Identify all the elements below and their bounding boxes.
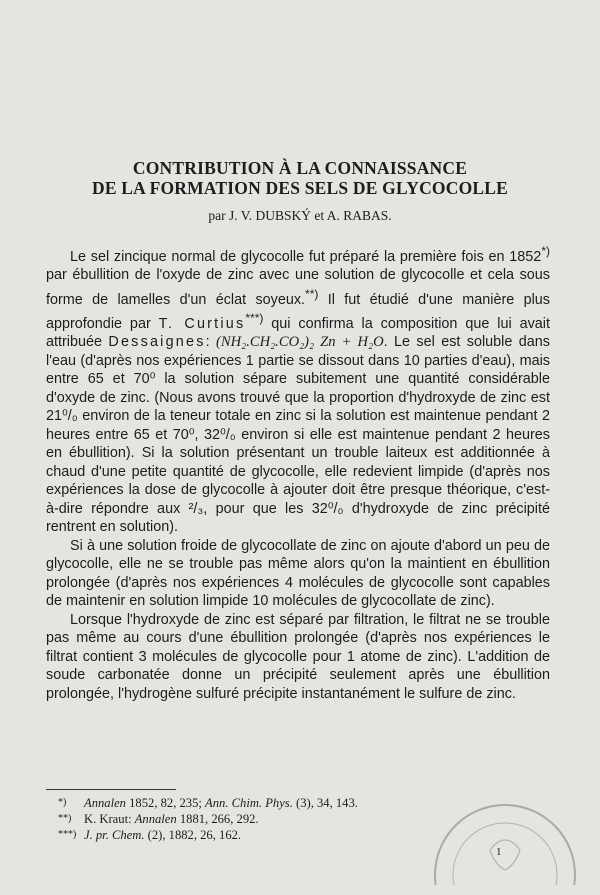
title-line-1: CONTRIBUTION À LA CONNAISSANCE xyxy=(132,158,468,178)
footnote-mark-3: ***) xyxy=(58,829,77,840)
page-number: 1 xyxy=(496,846,502,858)
footnote-3-detail: (2), 1882, 26, 162. xyxy=(144,828,242,842)
footnote-mark-2: **) xyxy=(58,813,72,824)
footnote-2-author: K. Kraut: xyxy=(84,812,135,826)
footnote-ref-3: ***) xyxy=(245,311,264,326)
paragraph-3: Lorsque l'hydroxyde de zinc est séparé par filtration, le filtrat ne se trouble pas même au cours d'une ébullition prolongée (d'après nos expériences le filtrat contient 3 molécules de glycocolle pour 1 atome de zinc). L'addition de soude carbonatée donne un précipité seulement après une ébullition prolongée, l'hydrogène sulfuré précipite instantanément le sulfure de zinc. xyxy=(46,611,550,702)
article-body xyxy=(46,242,550,703)
p1-text-d: qui confirma la composition que lui avait attribuée xyxy=(46,315,550,351)
footnote-ref-1: *) xyxy=(541,244,550,258)
footnote-2 xyxy=(46,811,466,827)
paragraph-1 xyxy=(46,242,550,537)
footnote-rule xyxy=(46,789,176,790)
footnote-ref-2: **) xyxy=(305,286,319,301)
author-curtius: T. Curtius xyxy=(158,315,246,332)
p1-text-a: Le sel zincique normal de glycocolle fut préparé la première fois en 1852 xyxy=(70,248,542,265)
p1-text-b: par ébullition de l'oxyde de zinc avec une solution de glycocolle et cela sous forme de lamelles d'un éclat soyeux. xyxy=(46,267,550,308)
chemical-formula: (NH₂.CH₂.CO₂)₂ Zn + H₂O xyxy=(215,334,384,351)
footnote-3-source: J. pr. Chem. xyxy=(84,828,145,842)
footnote-1-source-2: Ann. Chim. Phys. xyxy=(205,796,293,810)
footnote-3 xyxy=(46,827,466,843)
author-dessaignes: Dessaignes xyxy=(108,334,206,351)
paragraph-2: Si à une solution froide de glycocollate de zinc on ajoute d'abord un peu de glycocolle, elle ne se trouble pas même alors qu'on la maintient en ébullition prolongée (d'après nos expériences 4 molécules de glycocolle sont capables de maintenir en solution limpide 10 molécules de glycocollate de zinc). xyxy=(46,537,550,610)
p1-text-c: Il fut étudié d'une manière plus approfondie par xyxy=(46,291,550,332)
footnote-1-detail-2: (3), 34, 143. xyxy=(292,796,358,810)
byline: par J. V. DUBSKÝ et A. RABAS. xyxy=(208,208,392,223)
p1-text-f: . Le sel est soluble dans l'eau (d'après nos expériences 1 partie se dissout dans 10 parties d'eau), mais entre 65 et 70⁰ la solution sépare subitement une quantité considérable d'oxyde de zinc. (Nous avons trouvé que la proportion d'hydroxyde de zinc est 21⁰/₀ environ de la teneur totale en zinc si la solution est maintenue pendant 2 heures entre 65 et 70⁰, 32⁰/₀ environ si elle est maintenue pendant 2 heures en ébullition). Si la solution présentant un trouble laiteux est additionnée à chaud d'une petite quantité de glycocolle, elle redevient limpide (d'après nos expériences la dose de glycocolle à ajouter doit être presque théorique, c'est-à-dire répondre aux ²/₃, pour que les 32⁰/₀ d'hydroxyde de zinc précipité rentrent en solution). xyxy=(46,334,550,536)
footnote-mark-1: *) xyxy=(58,797,67,808)
footnotes xyxy=(46,795,466,843)
footnote-1-source: Annalen xyxy=(84,796,126,810)
p1-text-e: : xyxy=(205,334,216,351)
footnote-1-detail: 1852, 82, 235; xyxy=(125,796,206,810)
footnote-2-source: Annalen xyxy=(134,812,177,826)
library-stamp-seal xyxy=(420,765,580,885)
footnote-1 xyxy=(46,795,466,811)
footnote-2-detail: 1881, 266, 292. xyxy=(176,812,259,826)
title-line-2: DE LA FORMATION DES SELS DE GLYCOCOLLE xyxy=(91,178,509,198)
